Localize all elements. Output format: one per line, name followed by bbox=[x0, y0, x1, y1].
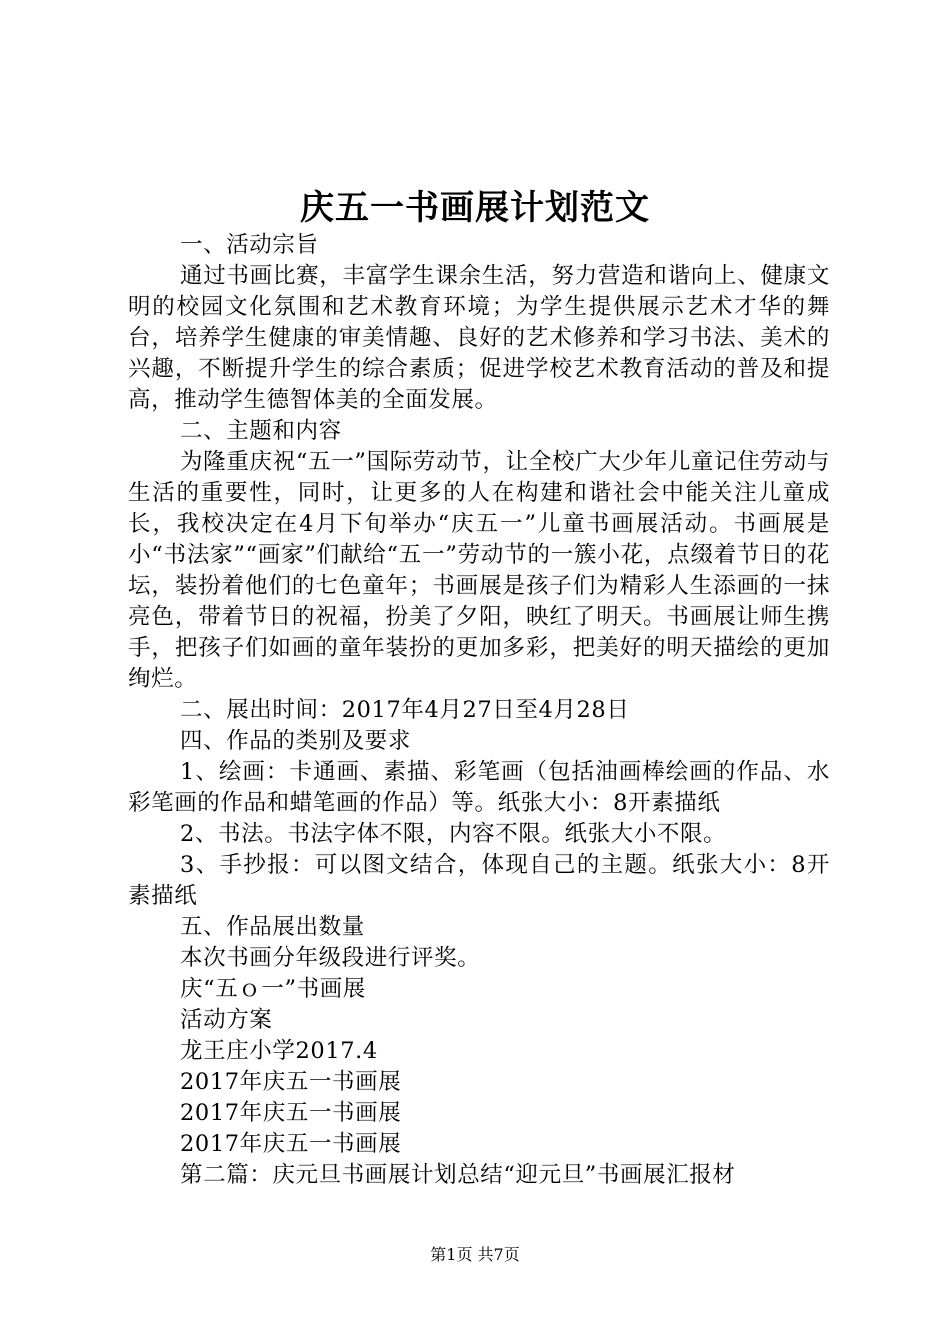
heading-exhibition-time: 二、展出时间：2017年4月27日至4月28日 bbox=[180, 697, 630, 723]
line-repeat-title-3: 2017年庆五一书画展 bbox=[180, 1131, 402, 1157]
page-footer: 第1页 共7页 bbox=[430, 1245, 520, 1264]
line-repeat-title-2: 2017年庆五一书画展 bbox=[180, 1100, 402, 1126]
line-repeat-title-1: 2017年庆五一书画展 bbox=[180, 1069, 402, 1095]
line-activity-plan: 活动方案 bbox=[180, 1007, 273, 1033]
heading-quantity: 五、作品展出数量 bbox=[180, 914, 365, 940]
item-calligraphy: 2、书法。书法字体不限，内容不限。纸张大小不限。 bbox=[180, 821, 727, 847]
item-handwritten-newspaper: 3、手抄报：可以图文结合，体现自己的主题。纸张大小：8开素描纸 bbox=[128, 852, 830, 909]
item-painting: 1、绘画：卡通画、素描、彩笔画（包括油画棒绘画的作品、水彩笔画的作品和蜡笔画的作品）等。纸张大小：8开素描纸 bbox=[128, 759, 830, 816]
paragraph-theme: 为隆重庆祝“五一”国际劳动节，让全校广大少年儿童记住劳动与生活的重要性，同时，让更多的人在构建和谐社会中能关注儿童成长，我校决定在4月下旬举办“庆五一”儿童书画展活动。书画展是小“书法家”“画家”们献给“五一”劳动节的一簇小花，点缀着节日的花坛，装扮着他们的七色童年；书画展是孩子们为精彩人生添画的一抹亮色，带着节日的祝福，扮美了夕阳，映红了明天。书画展让师生携手，把孩子们如画的童年装扮的更加多彩，把美好的明天描绘的更加绚烂。 bbox=[128, 449, 830, 692]
heading-purpose: 一、活动宗旨 bbox=[180, 232, 319, 258]
heading-categories: 四、作品的类别及要求 bbox=[180, 728, 412, 754]
line-exhibition-name: 庆“五ｏ一”书画展 bbox=[180, 976, 366, 1002]
document-body bbox=[128, 230, 830, 1191]
heading-theme: 二、主题和内容 bbox=[180, 418, 342, 444]
line-school-date: 龙王庄小学2017.4 bbox=[180, 1038, 378, 1064]
paragraph-purpose: 通过书画比赛，丰富学生课余生活，努力营造和谐向上、健康文明的校园文化氛围和艺术教育环境；为学生提供展示艺术才华的舞台，培养学生健康的审美情趣、良好的艺术修养和学习书法、美术的兴趣，不断提升学生的综合素质；促进学校艺术教育活动的普及和提高，推动学生德智体美的全面发展。 bbox=[128, 263, 830, 413]
line-second-article: 第二篇：庆元旦书画展计划总结“迎元旦”书画展汇报材 bbox=[180, 1162, 736, 1188]
document-title: 庆五一书画展计划范文 bbox=[300, 188, 650, 228]
paragraph-awards: 本次书画分年级段进行评奖。 bbox=[180, 945, 481, 971]
